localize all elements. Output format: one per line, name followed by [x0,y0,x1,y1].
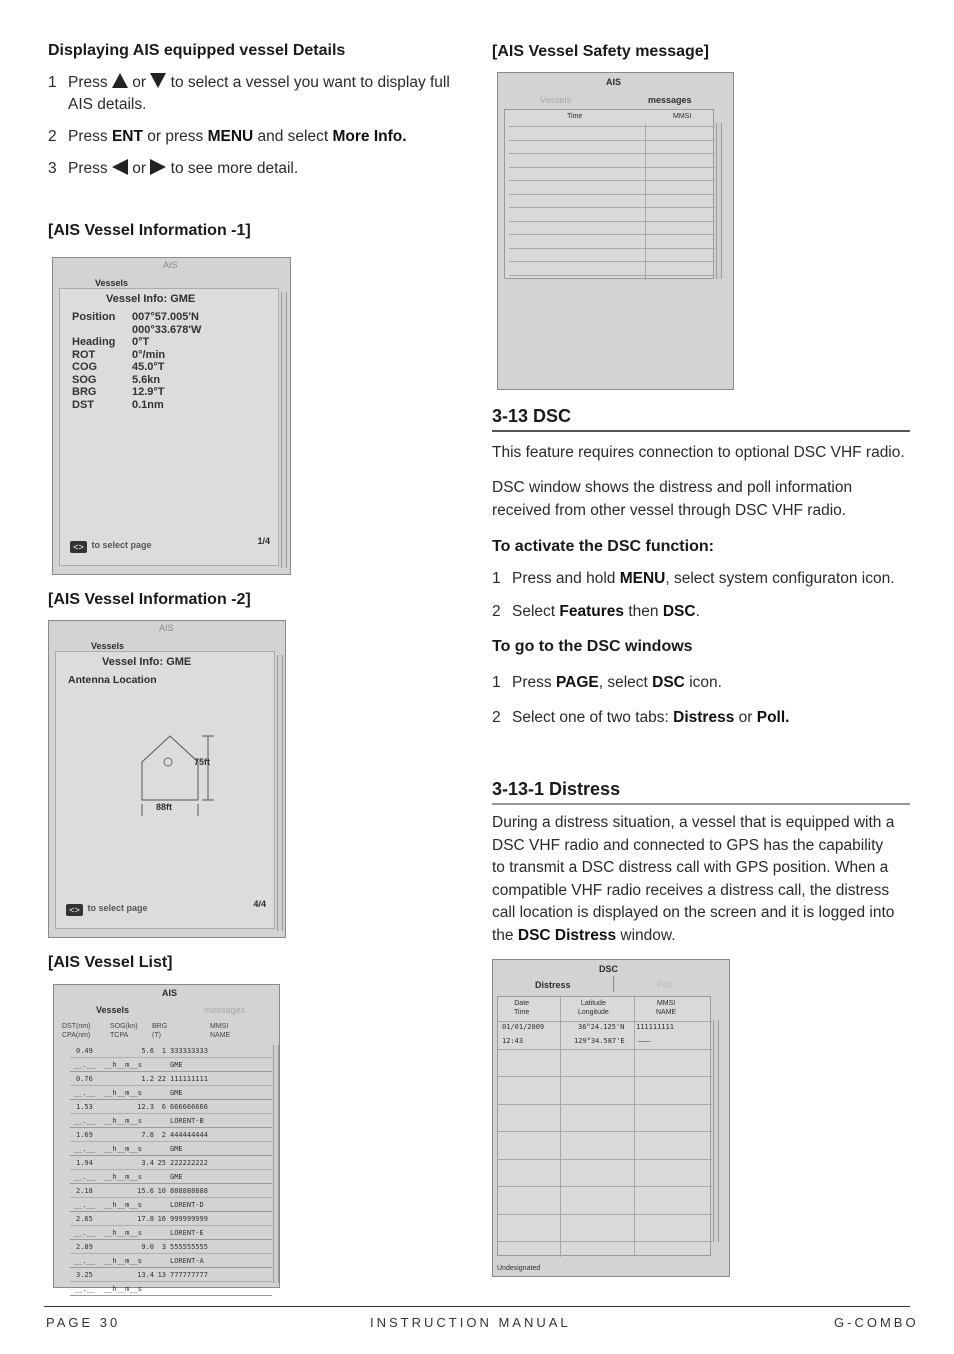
cell-sog: 9.0 [141,1243,154,1251]
list-col-header: BRG (T) [152,1023,168,1039]
table-row[interactable] [60,1241,272,1269]
cell-sog: 17.8 [137,1215,154,1223]
info-value: 12.9°T [132,386,165,398]
cell-tcpa: __h__m__s [104,1089,142,1097]
cell-tcpa: __h__m__s [104,1173,142,1181]
scrollbar[interactable] [273,1045,279,1283]
cell-cpa: __.__ [74,1257,96,1265]
table-row[interactable] [60,1045,272,1073]
cell-brg: 25 [157,1159,166,1167]
cell-tcpa: __h__m__s [104,1285,142,1293]
cell-brg: 6 [161,1103,166,1111]
cell-name: GME [170,1173,183,1181]
row-time: 12:43 [502,1037,524,1045]
info-row [72,361,272,374]
table-row[interactable] [60,1157,272,1185]
table-row[interactable] [60,1073,272,1101]
tab-poll[interactable]: Poll [657,980,673,990]
ais-label: AIS [163,260,178,270]
cell-name: LORENT-B [170,1117,204,1125]
info-row [72,311,272,324]
info-key: Position [72,311,116,323]
vessels-tab[interactable]: Vessels [95,278,129,288]
info-key: ROT [72,348,96,361]
info-row [72,324,272,337]
cell-dst: 0.49 [76,1047,93,1055]
scrollbar[interactable] [716,123,722,279]
cell-mmsi: 333333333 [170,1047,208,1055]
vessel-info-1-screen [52,257,291,575]
footer-bar: <> to select page 1/4 [70,535,270,549]
cell-brg: 16 [157,1215,166,1223]
info-row [72,399,272,412]
info-key: DST [72,398,94,411]
info-row [72,336,272,349]
info-value: 0°/min [132,348,166,361]
tab-messages[interactable]: messages [204,1005,246,1015]
arrow-left-icon [112,159,128,175]
cell-sog: 3.4 [141,1159,154,1167]
dsc-distress-screen: DSC Distress Poll Date Time Latitude Longitude MMSI NAME 01/01/2009 36°24.125'N 111111111 12:43 129°34.587'E ——— Undesignated [492,959,730,1277]
info-value: 000°33.678'W [132,323,202,336]
col-mmsi: MMSI [673,113,692,120]
tab-distress[interactable]: Distress [535,980,571,990]
section-distress-title: 3-13-1 Distress [492,779,910,805]
header-lat: Latitude Longitude [578,1000,609,1016]
left-right-key-icon: <> [70,541,87,553]
vessel-info-title: Vessel Info: GME [102,656,192,668]
status-bar: Undesignated [497,1265,541,1272]
cell-mmsi: 222222222 [170,1159,208,1167]
footer-product: G-COMBO [834,1315,919,1330]
cell-brg: 22 [157,1075,166,1083]
list-header [60,1023,270,1045]
caption-safety: [AIS Vessel Safety message] [492,43,710,60]
cell-name: LORENT-A [170,1257,204,1265]
left-column [48,40,473,240]
vessel-info-2-screen: AIS Vessels Vessel Info: GME Antenna Location 75ft 88ft <> to select page 4/4 [48,620,286,938]
section-dsc-title: 3-13 DSC [492,406,910,432]
distress-paragraph: During a distress situation, a vessel that is equipped with a DSC VHF radio and connected to GPS has the capability to transmit a DSC distress call with GPS position. When a compatible VHF radio receives a distress call, the distress call location is displayed on the screen and it is logged into the DSC Distress window. [492,814,895,944]
caption-info-1: [AIS Vessel Information -1] [48,222,251,239]
step-3: 3 Press or to see more detail. [48,160,299,177]
cell-tcpa: __h__m__s [104,1229,142,1237]
left-right-key-icon: <> [66,904,83,916]
cell-cpa: __.__ [74,1229,96,1237]
row-lat: 36°24.125'N [578,1023,625,1031]
arrow-up-icon [112,73,128,88]
cell-sog: 12.3 [137,1103,154,1111]
tab-vessels[interactable]: Vessels [540,95,572,105]
message-table [504,109,714,279]
info-key: COG [72,361,98,373]
tab-vessels[interactable]: Vessels [96,1005,130,1015]
cell-tcpa: __h__m__s [104,1061,142,1069]
info-key: SOG [72,373,97,386]
cell-tcpa: __h__m__s [104,1117,142,1125]
cell-cpa: __.__ [74,1117,96,1125]
list-col-header: DST(nm) CPA(nm) [62,1023,91,1039]
cell-name: GME [170,1145,183,1153]
goto-heading: To go to the DSC windows [492,638,693,655]
col-time: Time [567,113,583,120]
activate-heading: To activate the DSC function: [492,538,714,555]
cell-mmsi: 777777777 [170,1271,208,1279]
info-value: 45.0°T [132,361,165,373]
vessels-tab[interactable]: Vessels [91,641,125,651]
cell-cpa: __.__ [74,1201,96,1209]
cell-sog: 15.6 [137,1187,154,1195]
list-col-header: SOG(kn) TCPA [110,1023,138,1039]
info-row [72,386,272,399]
info-rows [72,311,272,411]
cell-dst: 2.18 [76,1187,93,1195]
footer-page: PAGE 30 [46,1315,121,1330]
info-panel [59,288,279,566]
cell-cpa: __.__ [74,1145,96,1153]
cell-mmsi: 555555555 [170,1243,208,1251]
tab-messages[interactable]: messages [648,95,692,105]
antenna-location-label: Antenna Location [68,674,157,686]
table-row[interactable] [60,1269,272,1297]
cell-mmsi: 666666666 [170,1103,208,1111]
info-key: Heading [72,336,116,348]
width-label: 88ft [156,802,173,812]
cell-sog: 13.4 [137,1271,154,1279]
info-value: 5.6kn [132,373,161,386]
cell-tcpa: __h__m__s [104,1257,142,1265]
vessel-info-title: Vessel Info: GME [106,293,196,305]
info-key: BRG [72,386,97,398]
length-label: 75ft [194,757,211,767]
table-row[interactable] [60,1129,272,1157]
step-2: 2 Press ENT or press MENU and select More Info. [48,128,407,145]
dsc-p1: This feature requires connection to optional DSC VHF radio. [492,444,905,461]
cell-cpa: __.__ [74,1173,96,1181]
activate-step-1: 1 Press and hold MENU, select system configuraton icon. [492,570,895,587]
footer-rule [44,1306,910,1307]
cell-name: GME [170,1089,183,1097]
header-date: Date Time [514,1000,530,1016]
cell-dst: 1.69 [76,1131,93,1139]
cell-mmsi: 444444444 [170,1131,208,1139]
cell-mmsi: 999999999 [170,1215,208,1223]
cell-mmsi: 111111111 [170,1075,208,1083]
info-row [72,349,272,362]
activate-step-2: 2 Select Features then DSC. [492,603,700,620]
cell-dst: 3.25 [76,1271,93,1279]
cell-tcpa: __h__m__s [104,1145,142,1153]
cell-mmsi: 888888888 [170,1187,208,1195]
caption-list: [AIS Vessel List] [48,954,173,971]
footer-bar: <> to select page 4/4 [66,898,266,912]
cell-name: LORENT-E [170,1229,204,1237]
header-mmsi: MMSI NAME [656,1000,677,1016]
caption-info-2: [AIS Vessel Information -2] [48,591,251,608]
cell-cpa: __.__ [74,1285,96,1293]
cell-dst: 0.76 [76,1075,93,1083]
arrow-down-icon [150,73,166,88]
info-row [72,374,272,387]
cell-brg: 10 [157,1187,166,1195]
cell-dst: 2.89 [76,1243,93,1251]
details-heading: Displaying AIS equipped vessel Details [48,42,346,59]
cell-dst: 2.65 [76,1215,93,1223]
vessel-list-screen: AIS Vessels messages DST(nm) CPA(nm) SOG(kn) TCPA BRG (T) MMSI NAME 0.49 5.6 1 333333333 __.__ __h__m__s GME 0.76 1.2 22 111111111 __.__ __h__m__s GME 1.53 12.3 6 666666666 __.__ __h__m__s LORENT-B 1.69 7.8 2 444444444 __.__ __h__m__s GME 1.94 3.4 25 222222222 __.__ __h__m__s GME 2.18 15.6 10 888888888 __.__ __h__m__s LORENT-D 2.65 17.8 16 999999999 __.__ __h__m__s LORENT-E 2.89 9.0 3 555555555 __.__ __h__m__s LORENT-A 3.25 13.4 13 777777777 __.__ __h__m__s [53,984,280,1288]
cell-brg: 3 [161,1243,166,1251]
dsc-p2: DSC window shows the distress and poll information received from other vessel through DSC VHF radio. [492,479,853,519]
cell-brg: 1 [161,1047,166,1055]
cell-sog: 1.2 [141,1075,154,1083]
scrollbar[interactable] [713,1020,719,1242]
cell-cpa: __.__ [74,1061,96,1069]
row-mmsi: 111111111 [636,1023,674,1031]
goto-step-2: 2 Select one of two tabs: Distress or Poll. [492,709,790,726]
info-value: 0°T [132,336,150,348]
scrollbar[interactable] [277,655,283,931]
info-value: 007°57.005'N [132,311,199,323]
safety-message-screen: AIS Vessels messages Time MMSI [497,72,734,390]
arrow-right-icon [150,159,166,175]
table-row[interactable] [60,1213,272,1241]
list-col-header: MMSI NAME [210,1023,231,1039]
row-date: 01/01/2009 [502,1023,545,1031]
cell-brg: 13 [157,1271,166,1279]
row-name: ——— [638,1037,651,1045]
cell-dst: 1.94 [76,1159,93,1167]
table-row[interactable] [60,1185,272,1213]
cell-sog: 7.8 [141,1131,154,1139]
step-1: 1 Press or to select a vessel you want to display full AIS details. [48,74,450,113]
cell-cpa: __.__ [74,1089,96,1097]
distress-table [497,996,711,1256]
cell-sog: 5.6 [141,1047,154,1055]
cell-tcpa: __h__m__s [104,1201,142,1209]
scrollbar[interactable] [281,292,287,568]
cell-dst: 1.53 [76,1103,93,1111]
cell-name: GME [170,1061,183,1069]
goto-step-1: 1 Press PAGE, select DSC icon. [492,674,722,691]
cell-name: LORENT-D [170,1201,204,1209]
table-row[interactable] [60,1101,272,1129]
vessel-table [60,1045,272,1297]
row-lon: 129°34.587'E [574,1037,625,1045]
footer-manual: INSTRUCTION MANUAL [370,1315,571,1330]
cell-brg: 2 [161,1131,166,1139]
info-value: 0.1nm [132,398,164,411]
info-panel [55,651,275,929]
